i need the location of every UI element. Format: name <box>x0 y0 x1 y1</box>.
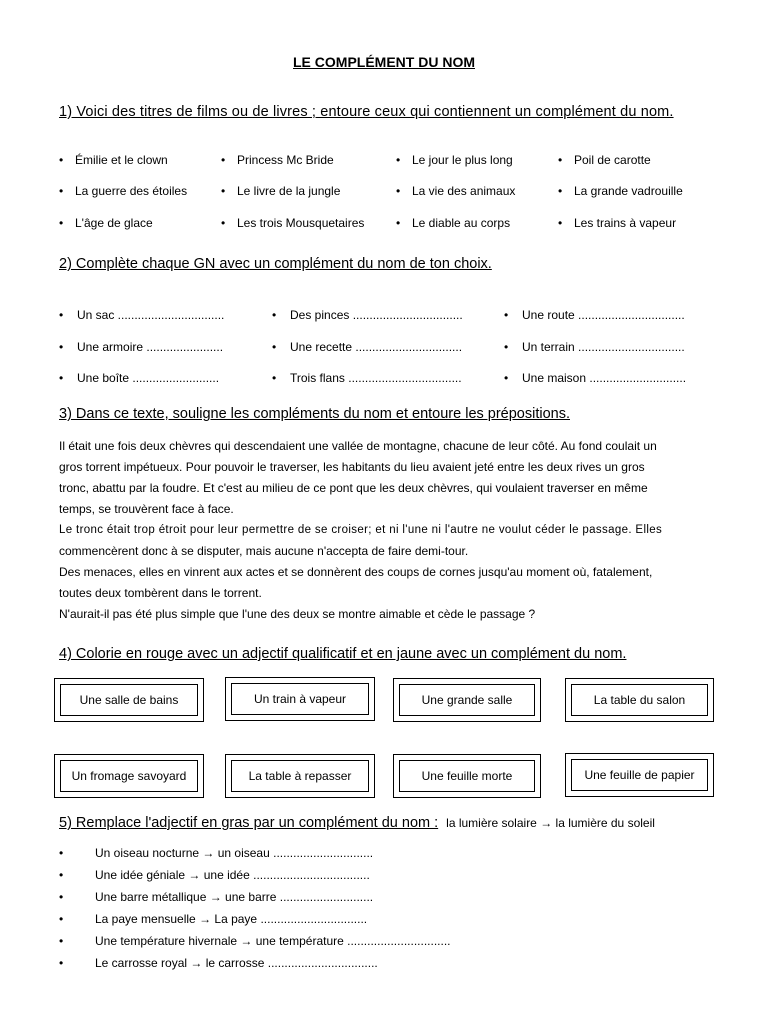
story-line: toutes deux tombèrent dans le torrent. <box>59 586 262 600</box>
story-line: tronc, abattu par la foudre. Et c'est au milieu de ce pont que les deux chèvres, qui voulaient traverser en même <box>59 481 648 495</box>
list-item: • Les trois Mousquetaires <box>221 216 365 230</box>
question-3-heading: 3) Dans ce texte, souligne les compléments du nom et entoure les prépositions. <box>59 406 570 422</box>
page-title: LE COMPLÉMENT DU NOM <box>293 54 475 70</box>
story-line: gros torrent impétueux. Pour pouvoir le traverser, les habitants du lieu avaient jeté entre les deux rives un gros <box>59 460 645 474</box>
list-item: • Le jour le plus long <box>396 153 513 167</box>
story-line: temps, se trouvèrent face à face. <box>59 502 234 516</box>
list-item: • Émilie et le clown <box>59 153 168 167</box>
label-box: Un train à vapeur <box>225 677 375 721</box>
story-line: Le tronc était trop étroit pour leur permettre de se croiser; et ni l'une ni l'autre ne voulut céder le passage. Elles <box>59 524 663 536</box>
list-item: • Les trains à vapeur <box>558 216 677 230</box>
list-item: • Une armoire ....................... <box>59 340 224 354</box>
question-5-heading-row <box>59 814 655 832</box>
question-1-heading: 1) Voici des titres de films ou de livres ; entoure ceux qui contiennent un complément du nom. <box>59 104 674 120</box>
story-line: commencèrent donc à se disputer, mais aucune n'accepta de faire demi-tour. <box>59 544 469 558</box>
label-box: Un fromage savoyard <box>54 754 204 798</box>
list-item: • Une recette ................................ <box>272 340 463 354</box>
question-4-heading: 4) Colorie en rouge avec un adjectif qualificatif et en jaune avec un complément du nom. <box>59 646 627 662</box>
list-item: • Des pinces ................................. <box>272 308 463 322</box>
story-line: N'aurait-il pas été plus simple que l'une des deux se montre aimable et cède le passage ? <box>59 607 536 621</box>
list-item: • Le livre de la jungle <box>221 184 341 198</box>
question-5-heading: 5) Remplace l'adjectif en gras par un complément du nom : <box>59 815 439 831</box>
list-item: • Une route ................................ <box>504 308 685 322</box>
list-item: • Un terrain ................................ <box>504 340 685 354</box>
list-item: • Une maison ............................. <box>504 371 687 385</box>
label-box: La table du salon <box>565 678 714 722</box>
label-box: Une feuille morte <box>393 754 541 798</box>
worksheet-page: LE COMPLÉMENT DU NOM 1) Voici des titres de films ou de livres ; entoure ceux qui contiennent un complément du nom. • Émilie et le clown • La guerre des étoiles • L'âge de glace • Princess Mc Bride • Le livre de la jungle • Les trois Mousquetaires • Le jour le plus long • La vie des animaux • Le diable au corps • Poil de carotte • La grande vadrouille • Les trains à vapeur 2) Complète chaque GN avec un complément du nom de ton choix. • Un sac ................................ • Une armoire ....................... • Une boîte .......................... • Des pinces ................................. • Une recette ................................ • Trois flans .................................. • Une route ................................ • Un terrain ................................ • Une maison ............................. 3) Dans ce texte, souligne les compléments du nom et entoure les prépositions. Il était une fois deux chèvres qui descendaient une vallée de montagne, chacune de leur côté. Au fond coulait un gros torrent impétueux. Pour pouvoir le traverser, les habitants du lieu avaient jeté entre les deux rives un gros tronc, abattu par la foudre. Et c'est au milieu de ce pont que les deux chèvres, qui voulaient traverser en même temps, se trouvèrent face à face. Le tronc était trop étroit pour leur permettre de se croiser; et ni l'une ni l'autre ne voulut céder le passage. Elles commencèrent donc à se disputer, mais aucune n'accepta de faire demi-tour. Des menaces, elles en vinrent aux actes et se donnèrent des coups de cornes jusqu'au moment où, fatalement, toutes deux tombèrent dans le torrent. N'aurait-il pas été plus simple que l'une des deux se montre aimable et cède le passage ? 4) Colorie en rouge avec un adjectif qualificatif et en jaune avec un complément du nom. Une salle de bains Un train à vapeur Une grande salle La table du salon Un fromage savoyard La table à repasser Une feuille morte Une feuille de papier 5) Remplace l'adjectif en gras par un complément du nom : la lumière solaire → la lumière du soleil • Un oiseau nocturne → un oiseau .............................. • Une idée géniale → une idée ................................... • Une barre métallique → une barre ............................ • La paye mensuelle → La paye ................................ • Une température hivernale → une température ............................... • Le carrosse royal → le carrosse ................................. <box>0 0 768 1024</box>
story-paragraph <box>59 436 711 625</box>
list-item: • Poil de carotte <box>558 153 651 167</box>
list-item: • La guerre des étoiles <box>59 184 188 198</box>
label-box: Une salle de bains <box>54 678 204 722</box>
question-5-example: la lumière solaire → la lumière du soleil <box>446 816 655 830</box>
list-item: • Le diable au corps <box>396 216 511 230</box>
list-item: • L'âge de glace <box>59 216 153 230</box>
list-item: • La vie des animaux <box>396 184 516 198</box>
list-item: • Un sac ................................ <box>59 308 225 322</box>
story-line: Il était une fois deux chèvres qui descendaient une vallée de montagne, chacune de leur côté. Au fond coulait un <box>59 439 657 453</box>
label-box: La table à repasser <box>225 754 375 798</box>
label-box: Une grande salle <box>393 678 541 722</box>
list-item: • Trois flans .................................. <box>272 371 462 385</box>
story-line: Des menaces, elles en vinrent aux actes et se donnèrent des coups de cornes jusqu'au moment où, fatalement, <box>59 565 653 579</box>
label-box: Une feuille de papier <box>565 753 714 797</box>
list-item: • Princess Mc Bride <box>221 153 334 167</box>
question-2-heading: 2) Complète chaque GN avec un complément du nom de ton choix. <box>59 256 492 272</box>
list-item: • Une boîte .......................... <box>59 371 220 385</box>
list-item: • La grande vadrouille <box>558 184 683 198</box>
